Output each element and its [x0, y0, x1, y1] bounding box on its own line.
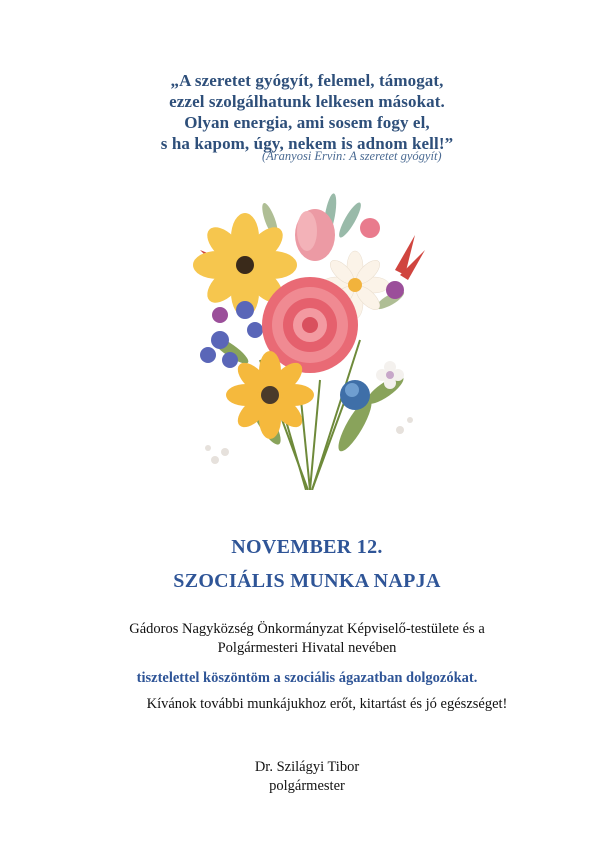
poem-quote	[0, 70, 614, 154]
signer-name: Dr. Szilágyi Tibor	[254, 759, 360, 775]
wish-text: Kívánok további munkájukhoz erőt, kitartást és jó egészséget!	[146, 696, 508, 712]
date-heading: NOVEMBER 12.	[231, 536, 383, 558]
quote-line: s ha kapom, úgy, nekem is adnom kell!”	[160, 134, 454, 153]
flower-bouquet-illustration	[160, 190, 460, 490]
greeting-text: tisztelettel köszöntöm a szociális ágazatban dolgozókat.	[136, 670, 478, 686]
signer-title: polgármester	[269, 778, 345, 794]
quote-line: „A szeretet gyógyít, felemel, támogat,	[170, 71, 444, 90]
sender-line: Gádoros Nagyközség Önkormányzat Képviselő-testülete és a	[129, 621, 485, 637]
quote-attribution: (Aranyosi Ervin: A szeretet gyógyít)	[262, 149, 442, 163]
quote-line: ezzel szolgálhatunk lelkesen másokat.	[169, 92, 445, 111]
signature-block	[0, 758, 614, 796]
occasion-heading: SZOCIÁLIS MUNKA NAPJA	[173, 570, 441, 592]
quote-line: Olyan energia, ami sosem fogy el,	[184, 113, 430, 132]
sender-text	[0, 620, 614, 658]
sender-line: Polgármesteri Hivatal nevében	[217, 640, 397, 656]
